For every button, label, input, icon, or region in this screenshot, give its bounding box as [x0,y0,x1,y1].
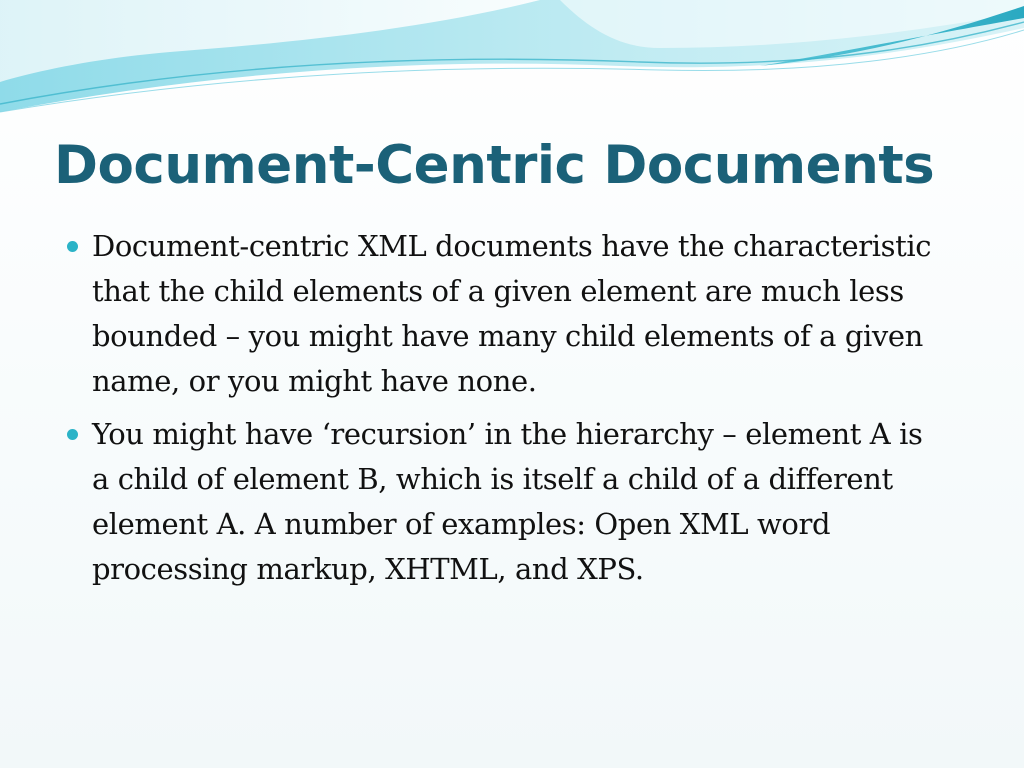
bullet-text: You might have ‘recursion’ in the hierarchy – element A is a child of element B, which is itself a child of a different element A. A number of examples: Open XML word processing markup, XHTML, and XPS. [92,417,923,586]
bullet-item [64,224,944,404]
bullet-list [64,224,944,600]
header-wave-decoration [0,0,1024,130]
bullet-dot-icon [67,241,78,252]
slide-title: Document-Centric Documents [54,135,935,196]
bullet-item [64,412,944,592]
bullet-text: Document-centric XML documents have the characteristic that the child elements of a given element are much less bounded – you might have many child elements of a given name, or you might have none. [92,229,932,398]
bullet-dot-icon [67,429,78,440]
